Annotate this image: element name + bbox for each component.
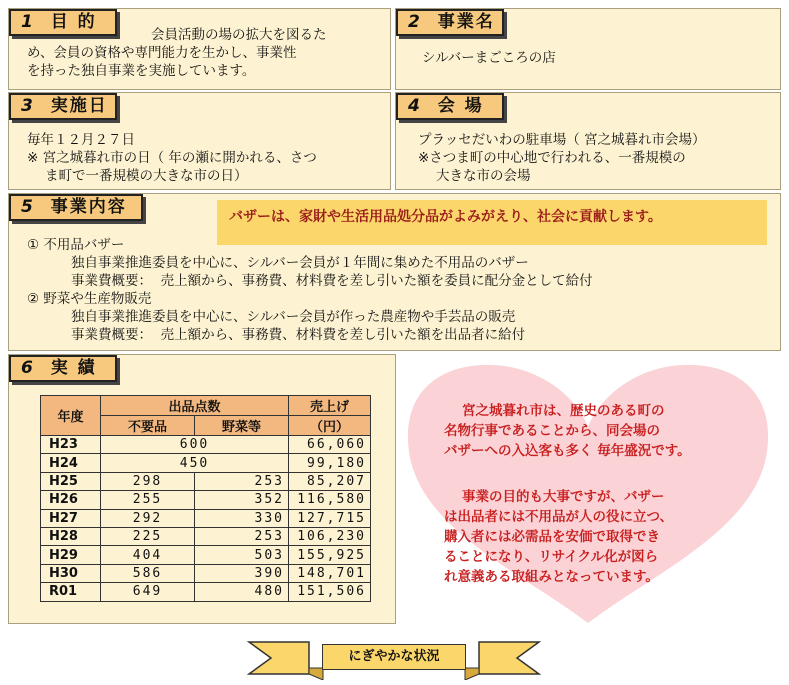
row-unwanted: 298 [101, 472, 195, 490]
row-sales: 116,580 [289, 491, 371, 509]
table-row [41, 509, 371, 527]
heart-text-line-2: 名物行事であることから、同会場の [444, 423, 660, 439]
section-title: 会 場 [437, 96, 484, 116]
ribbon-right-tail [479, 642, 539, 674]
venue-line-1: プラッセだいわの駐車場（ 宮之城暮れ市会場） [418, 132, 706, 148]
heart-text-line-7: ることになり、リサイクル化が図ら [444, 549, 659, 565]
row-items-combined: 450 [101, 454, 289, 472]
row-unwanted: 225 [101, 527, 195, 545]
row-year: R01 [41, 583, 101, 601]
date-line-1: 毎年１２月２７日 [27, 132, 135, 148]
table-row [41, 546, 371, 564]
date-line-2: ※ 宮之城暮れ市の日（ 年の瀬に開かれる、さつ [27, 150, 317, 166]
heart-text-line-6: 購入者には必需品を安価で取得でき [444, 529, 660, 545]
row-sales: 151,506 [289, 583, 371, 601]
section-purpose [8, 8, 391, 90]
row-veg: 253 [195, 527, 289, 545]
row-unwanted: 255 [101, 491, 195, 509]
activity-1-desc: 独自事業推進委員を中心に、シルバー会員が１年間に集めた不用品のバザー [71, 255, 529, 271]
row-year: H23 [41, 436, 101, 454]
section-title: 事業名 [437, 12, 495, 32]
ribbon-left-fold [309, 668, 323, 680]
table-row [41, 454, 371, 472]
table-row [41, 583, 371, 601]
section-number: 5 [21, 197, 35, 217]
header-year: 年度 [41, 396, 101, 436]
header-sales: 売上げ [289, 396, 371, 416]
section-number: 2 [408, 12, 422, 32]
heart-text-line-8: れ意義ある取組みとなっています。 [444, 569, 659, 585]
section-business-name-heading [396, 9, 504, 36]
purpose-line-2: め、会員の資格や専門能力を生かし、事業性 [27, 45, 297, 61]
row-year: H26 [41, 491, 101, 509]
section-number: 3 [21, 96, 35, 116]
section-activities-heading [9, 194, 143, 221]
heart-text-line-3: バザーへの入込客も多く 毎年盛況です。 [444, 443, 691, 459]
section-number: 1 [21, 12, 35, 32]
table-row [41, 491, 371, 509]
header-veg: 野菜等 [195, 416, 289, 436]
row-year: H30 [41, 564, 101, 582]
heart-text-line-4: 事業の目的も大事ですが、バザー [462, 489, 665, 505]
purpose-line-1: 会員活動の場の拡大を図るた [151, 27, 327, 43]
row-items-combined: 600 [101, 436, 289, 454]
bazaar-slogan-band [217, 200, 767, 245]
purpose-line-3: を持った独自事業を実施しています。 [27, 63, 256, 79]
ribbon-left-tail [249, 642, 309, 674]
row-sales: 85,207 [289, 472, 371, 490]
row-sales: 106,230 [289, 527, 371, 545]
row-veg: 330 [195, 509, 289, 527]
section-results-heading [9, 355, 117, 382]
section-venue-heading [396, 93, 504, 120]
bazaar-slogan: バザーは、家財や生活用品処分品がよみがえり、社会に貢献します。 [229, 209, 662, 225]
row-year: H24 [41, 454, 101, 472]
table-row [41, 564, 371, 582]
activity-2-cost: 事業費概要： 売上額から、事務費、材料費を差し引いた額を出品者に給付 [71, 327, 526, 343]
row-veg: 390 [195, 564, 289, 582]
row-year: H28 [41, 527, 101, 545]
date-line-3: ま町で一番規模の大きな市の日） [45, 168, 248, 184]
activity-2-desc: 独自事業推進委員を中心に、シルバー会員が作った農産物や手芸品の販売 [71, 309, 516, 325]
business-name-text: シルバーまごころの店 [422, 50, 556, 66]
heart-text-line-5: は出品者には不用品が人の役に立つ、 [444, 509, 673, 525]
row-unwanted: 404 [101, 546, 195, 564]
row-sales: 148,701 [289, 564, 371, 582]
row-year: H27 [41, 509, 101, 527]
row-veg: 253 [195, 472, 289, 490]
section-purpose-heading [9, 9, 117, 36]
section-title: 実施日 [50, 96, 108, 116]
row-veg: 503 [195, 546, 289, 564]
results-table [40, 395, 371, 602]
header-unwanted: 不要品 [101, 416, 195, 436]
table-row [41, 436, 371, 454]
header-items: 出品点数 [101, 396, 289, 416]
section-number: 6 [21, 358, 35, 378]
row-unwanted: 292 [101, 509, 195, 527]
ribbon-label: にぎやかな状況 [322, 644, 466, 670]
section-date [8, 92, 391, 190]
row-unwanted: 586 [101, 564, 195, 582]
section-date-heading [9, 93, 117, 120]
row-sales: 99,180 [289, 454, 371, 472]
section-title: 事業内容 [50, 197, 127, 217]
heart-text-line-1: 宮之城暮れ市は、歴史のある町の [462, 403, 665, 419]
row-year: H29 [41, 546, 101, 564]
activity-1-cost: 事業費概要： 売上額から、事務費、材料費を差し引いた額を委員に配分金として給付 [71, 273, 593, 289]
section-venue [395, 92, 781, 190]
row-veg: 480 [195, 583, 289, 601]
ribbon-right-fold [465, 668, 479, 680]
header-sales-unit: （円） [289, 416, 371, 436]
table-row [41, 472, 371, 490]
venue-line-2: ※さつま町の中心地で行われる、一番規模の [418, 150, 686, 166]
row-sales: 66,060 [289, 436, 371, 454]
row-year: H25 [41, 472, 101, 490]
section-title: 目 的 [50, 12, 97, 32]
venue-line-3: 大きな市の会場 [436, 168, 531, 184]
table-row [41, 527, 371, 545]
row-veg: 352 [195, 491, 289, 509]
activity-1-title: ① 不用品バザー [27, 237, 125, 253]
row-sales: 155,925 [289, 546, 371, 564]
section-business-name [395, 8, 781, 90]
section-number: 4 [408, 96, 422, 116]
activity-2-title: ② 野菜や生産物販売 [27, 291, 152, 307]
section-title: 実 績 [50, 358, 97, 378]
row-unwanted: 649 [101, 583, 195, 601]
row-sales: 127,715 [289, 509, 371, 527]
